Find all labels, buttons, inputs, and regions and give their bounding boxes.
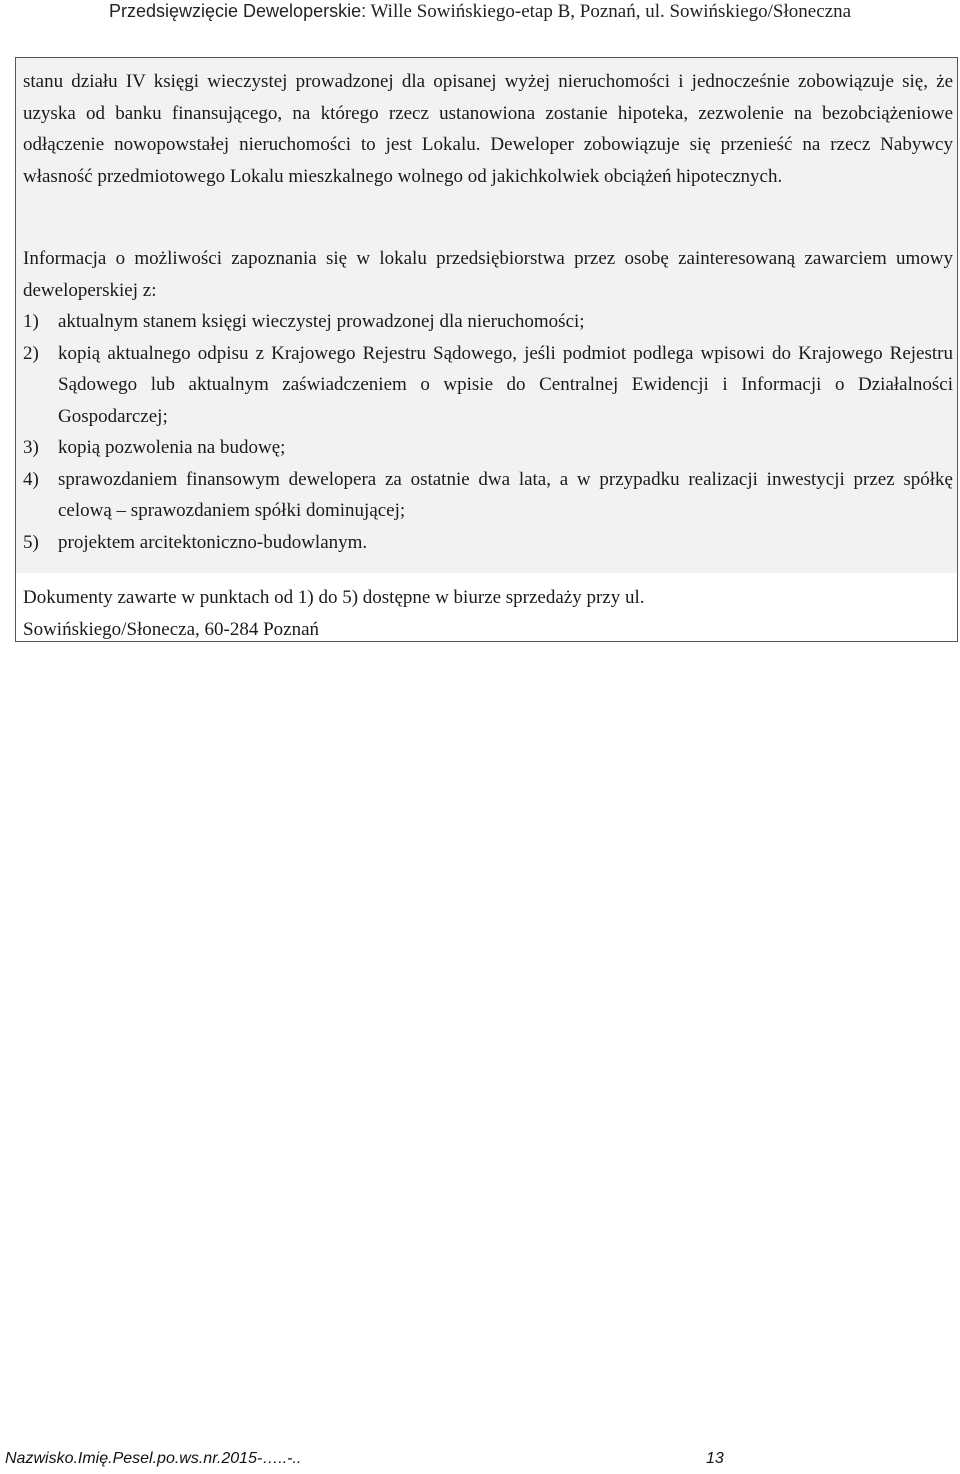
list-item-number: 5) [23,531,39,553]
paragraph-mortgage: stanu działu IV księgi wieczystej prowadzonej dla opisanej wyżej nieruchomości i jednocześnie zobowiązuje się, że uzyska od banku finansującego, na którego rzecz ustanowiona zostanie hipoteka, zezwolenie na bezobciążeniowe odłączenie nowopowstałej nieruchomości to jest Lokalu. Deweloper zobowiązuje się przenieść na rzecz Nabywcy własność przedmiotowego Lokalu mieszkalnego wolnego od jakichkolwiek obciążeń hipotecznych. [23,71,953,187]
list-item [23,432,953,464]
page-number: 13 [706,1450,724,1467]
paragraph-documents-location [23,582,953,645]
footer-document-id: Nazwisko.Imię.Pesel.po.ws.nr.2015-…..-.. [5,1450,302,1467]
documents-location-line2: Sowińskiego/Słonecza, 60-284 Poznań [23,618,320,640]
list-item [23,527,953,559]
list-item-number: 4) [23,468,39,490]
list-item [23,338,953,433]
documents-location-line1: Dokumenty zawarte w punktach od 1) do 5) dostępne w biurze sprzedaży przy ul. [23,587,645,608]
page-header [0,0,960,30]
list-item-number: 2) [23,342,39,364]
list-item [23,464,953,527]
list-item-number: 1) [23,311,39,332]
list-item-text: kopią pozwolenia na budowę; [58,437,286,458]
content-box [15,57,958,642]
page-footer [0,1450,960,1474]
list-item-text: sprawozdaniem finansowym dewelopera za ostatnie dwa lata, a w przypadku realizacji inwestycji przez spółkę celową – sprawozdaniem spółki dominującej; [58,468,953,521]
list-item-text: projektem arcitektoniczno-budowlanym. [58,531,368,553]
list-item-text: kopią aktualnego odpisu z Krajowego Rejestru Sądowego, jeśli podmiot podlega wpisowi do Krajowego Rejestru Sądowego lub aktualnym zaświadczeniem o wpisie do Centralnej Ewidencji i Informacji o Działalności Gospodarczej; [58,342,953,427]
list-item-text: aktualnym stanem księgi wieczystej prowadzonej dla nieruchomości; [58,311,585,332]
list-item-number: 3) [23,437,39,458]
header-title: Wille Sowińskiego-etap B, Poznań, ul. Sowińskiego/Słoneczna [366,1,852,22]
list-item [23,306,953,338]
header-prefix: Przedsięwzięcie Deweloperskie: [108,1,367,21]
documents-list [23,306,953,558]
paragraph-information: Informacja o możliwości zapoznania się w lokalu przedsiębiorstwa przez osobę zainteresowaną zawarciem umowy deweloperskiej z: [23,248,953,301]
